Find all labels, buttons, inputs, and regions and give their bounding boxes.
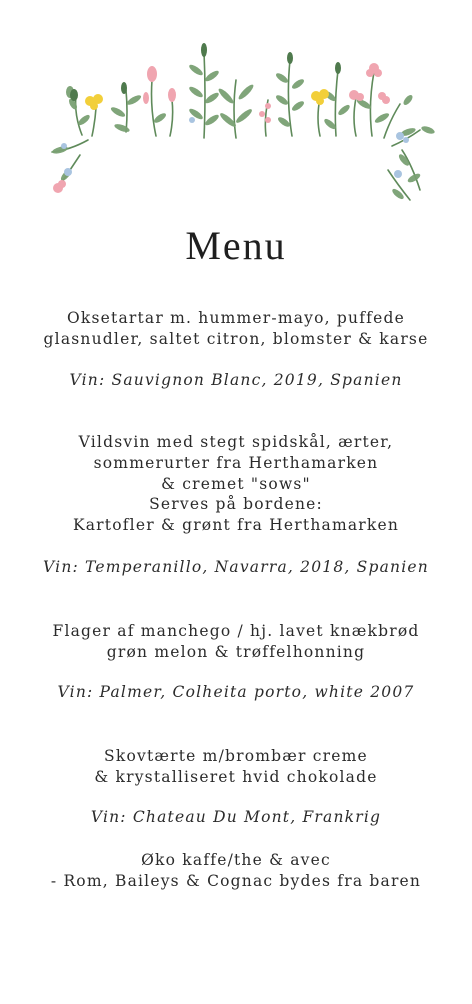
dish-line: & cremet "sows" <box>161 474 311 493</box>
dish-line: grøn melon & trøffelhonning <box>106 642 366 661</box>
dish-line: Skovtærte m/brombær creme <box>104 747 368 765</box>
course-1-dish <box>0 308 472 350</box>
course-4-wine: Vin: Chateau Du Mont, Frankrig <box>90 808 382 826</box>
course-4-dish <box>0 746 472 788</box>
dish-line: & krystalliseret hvid chokolade <box>94 767 378 786</box>
course-2-dish <box>0 432 472 536</box>
menu-title: Menu <box>185 223 287 268</box>
course-3-dish <box>0 621 472 663</box>
coffee-and-avec <box>0 850 472 892</box>
dish-line: glasnudler, saltet citron, blomster & karse <box>43 329 429 348</box>
dish-line: sommerurter fra Herthamarken <box>93 453 379 472</box>
course-2-wine: Vin: Temperanillo, Navarra, 2018, Spanien <box>43 558 429 576</box>
floral-wildflower-garland <box>0 0 472 215</box>
dish-line: Vildsvin med stegt spidskål, ærter, <box>78 433 394 451</box>
course-3-wine: Vin: Palmer, Colheita porto, white 2007 <box>57 683 415 701</box>
closing-line: Øko kaffe/the & avec <box>141 851 331 869</box>
closing-line: - Rom, Baileys & Cognac bydes fra baren <box>50 871 422 890</box>
dish-line: Flager af manchego / hj. lavet knækbrød <box>52 622 420 640</box>
dish-line: Serves på bordene: <box>149 495 323 514</box>
dish-line: Oksetartar m. hummer-mayo, puffede <box>67 309 405 327</box>
dish-line: Kartofler & grønt fra Herthamarken <box>72 516 400 535</box>
course-1-wine: Vin: Sauvignon Blanc, 2019, Spanien <box>69 371 403 389</box>
